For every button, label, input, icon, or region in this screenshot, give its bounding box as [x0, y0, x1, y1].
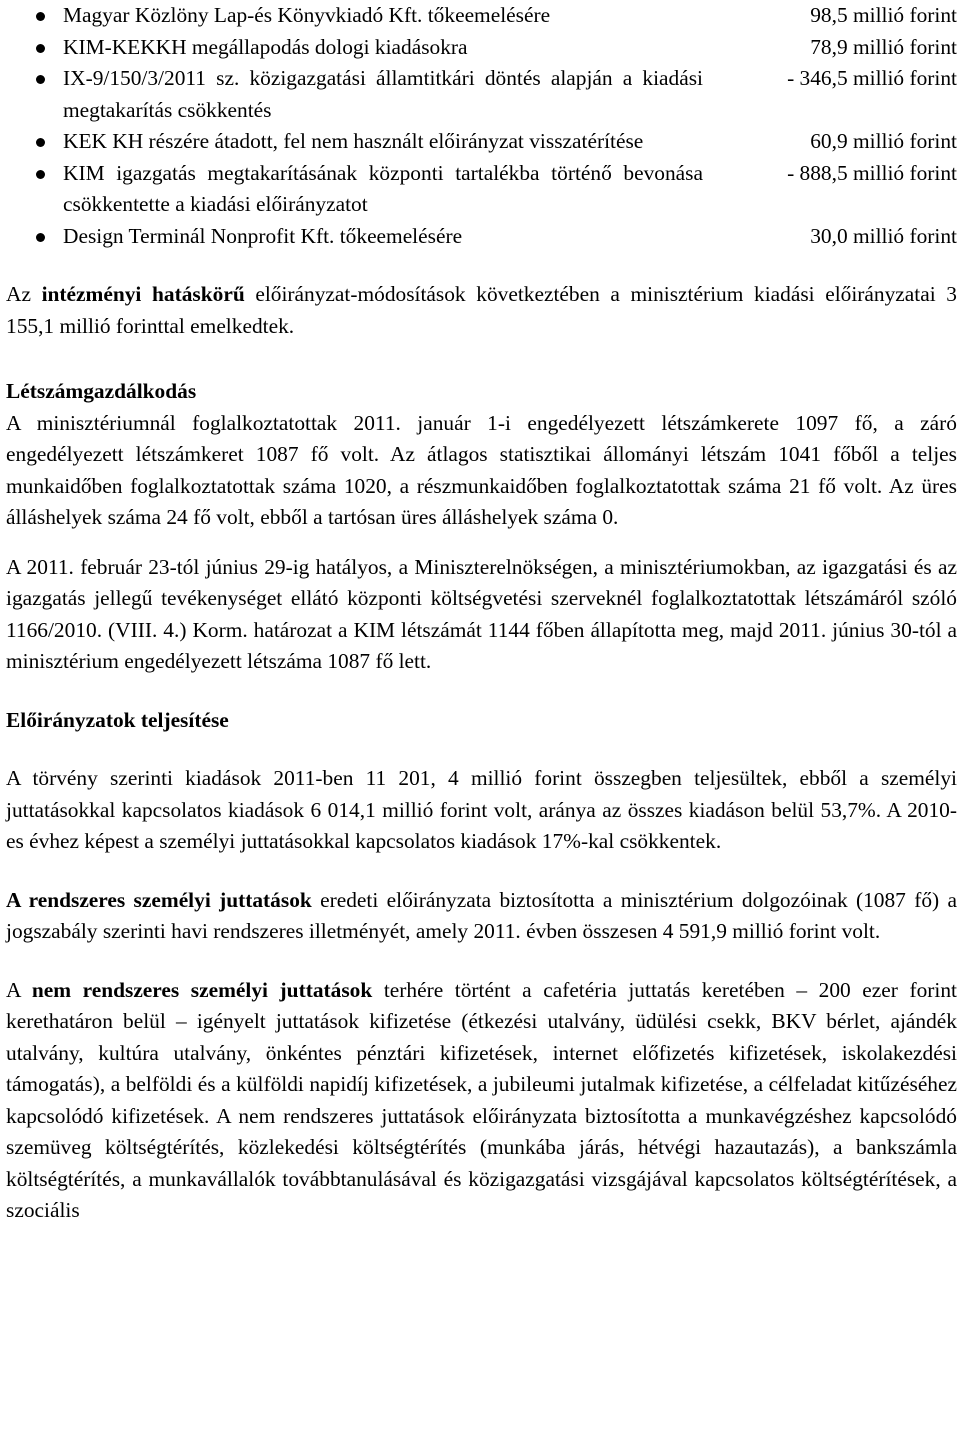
item-amount: - 888,5 millió forint [787, 160, 957, 185]
headcount-paragraph: A minisztériumnál foglalkoztatottak 2011. január 1-i engedélyezett létszámkerete 1097 fő, a záró engedélyezett létszámkeret 1087 fő volt. Az átlagos statisztikai állományi létszám 1041 főből a teljes munkaidőben foglalkoztatottak száma 1020, a részmunkaidőben foglalkoztatottak száma 21 fő volt. Az üres álláshelyek száma 24 fő volt, ebből a tartósan üres álláshelyek száma 0. [6, 410, 957, 529]
list-item [6, 32, 957, 64]
section-heading-headcount: Létszámgazdálkodás [6, 379, 197, 403]
item-description: Magyar Közlöny Lap-és Könyvkiadó Kft. tőkeemelésére [63, 3, 551, 27]
item-description: KEK KH részére átadott, fel nem használt előirányzat visszatérítése [63, 129, 644, 153]
regular-allowances-paragraph: A rendszeres személyi juttatások eredeti előirányzata biztosította a minisztérium dolgozóinak (1087 fő) a jogszabály szerinti havi rendszeres illetményét, amely 2011. évben összesen 4 591,9 millió forint volt. [6, 887, 957, 943]
item-description: KIM-KEKKH megállapodás dologi kiadásokra [63, 34, 468, 59]
item-description: Design Terminál Nonprofit Kft. tőkeemelésére [63, 223, 463, 248]
emphasis-text: A rendszeres személyi juttatások [6, 887, 312, 912]
government-decision-paragraph: A 2011. február 23-tól június 29-ig hatályos, a Miniszterelnökségen, a minisztériumokban, az igazgatási és az igazgatás jellegű tevékenységet ellátó központi költségvetési szerveknél foglalkoztatottak létszámáról szóló 1166/2010. (VIII. 4.) Korm. határozat a KIM létszámát 1144 főben állapította meg, majd 2011. június 30-tól a minisztérium engedélyezett létszáma 1087 fő lett. [6, 554, 957, 673]
appropriation-change-list [6, 0, 957, 252]
bullet-icon [36, 44, 45, 53]
bullet-icon [36, 170, 45, 179]
bullet-icon [36, 233, 45, 242]
item-amount: - 346,5 millió forint [787, 66, 957, 90]
bullet-icon [36, 75, 45, 84]
item-amount: 60,9 millió forint [810, 129, 957, 153]
list-item [6, 0, 957, 32]
bullet-icon [36, 138, 45, 147]
emphasis-text: intézményi hatáskörű [41, 282, 245, 306]
institutional-modifications-paragraph: Az intézményi hatáskörű előirányzat-módosítások következtében a minisztérium kiadási előirányzatai 3 155,1 millió forinttal emelkedtek. [6, 282, 957, 338]
bullet-icon [36, 12, 45, 21]
item-amount: 98,5 millió forint [810, 3, 957, 27]
item-description: KIM igazgatás megtakarításának központi tartalékba történő bevonása csökkentette a kiadási előirányzatot [63, 160, 703, 216]
item-amount: 30,0 millió forint [810, 223, 957, 248]
expenditure-paragraph: A törvény szerinti kiadások 2011-ben 11 201, 4 millió forint összegben teljesültek, ebből a személyi juttatásokkal kapcsolatos kiadások 6 014,1 millió forint volt, aránya az összes kiadáson belül 53,7%. A 2010-es évhez képest a személyi juttatásokkal kapcsolatos kiadások 17%-kal csökkentek. [6, 766, 957, 853]
list-item [6, 221, 957, 253]
item-amount: 78,9 millió forint [810, 34, 957, 59]
list-item [6, 126, 957, 158]
emphasis-text: nem rendszeres személyi juttatások [31, 977, 373, 1002]
item-description: IX-9/150/3/2011 sz. közigazgatási államtitkári döntés alapján a kiadási megtakarítás csökkentés [63, 66, 703, 122]
section-heading-performance: Előirányzatok teljesítése [6, 707, 229, 732]
list-item [6, 158, 957, 221]
list-item [6, 63, 957, 126]
irregular-allowances-paragraph: A nem rendszeres személyi juttatások terhére történt a cafetéria juttatás keretében – 200 ezer forint kerethatáron belül – igényelt juttatások kifizetése (étkezési utalvány, üdülési csekk, BKV bérlet, ajándék utalvány, kultúra utalvány, önkéntes pénztári kifizetések, internet előfizetés kifizetések, iskolakezdési támogatás), a belföldi és a külföldi napidíj kifizetések, a jubileumi jutalmak kifizetése, a célfeladat kitűzéséhez kapcsolódó kifizetések. A nem rendszeres juttatások előirányzata biztosította a munkavégzéshez kapcsolódó szemüveg költségtérítés, közlekedési költségtérítés (munkába járás, hétvégi hazautazás), a bankszámla költségtérítés, a munkavállalók továbbtanulásával és közigazgatási vizsgájával kapcsolatos költségtérítések, a szociális [6, 977, 957, 1222]
